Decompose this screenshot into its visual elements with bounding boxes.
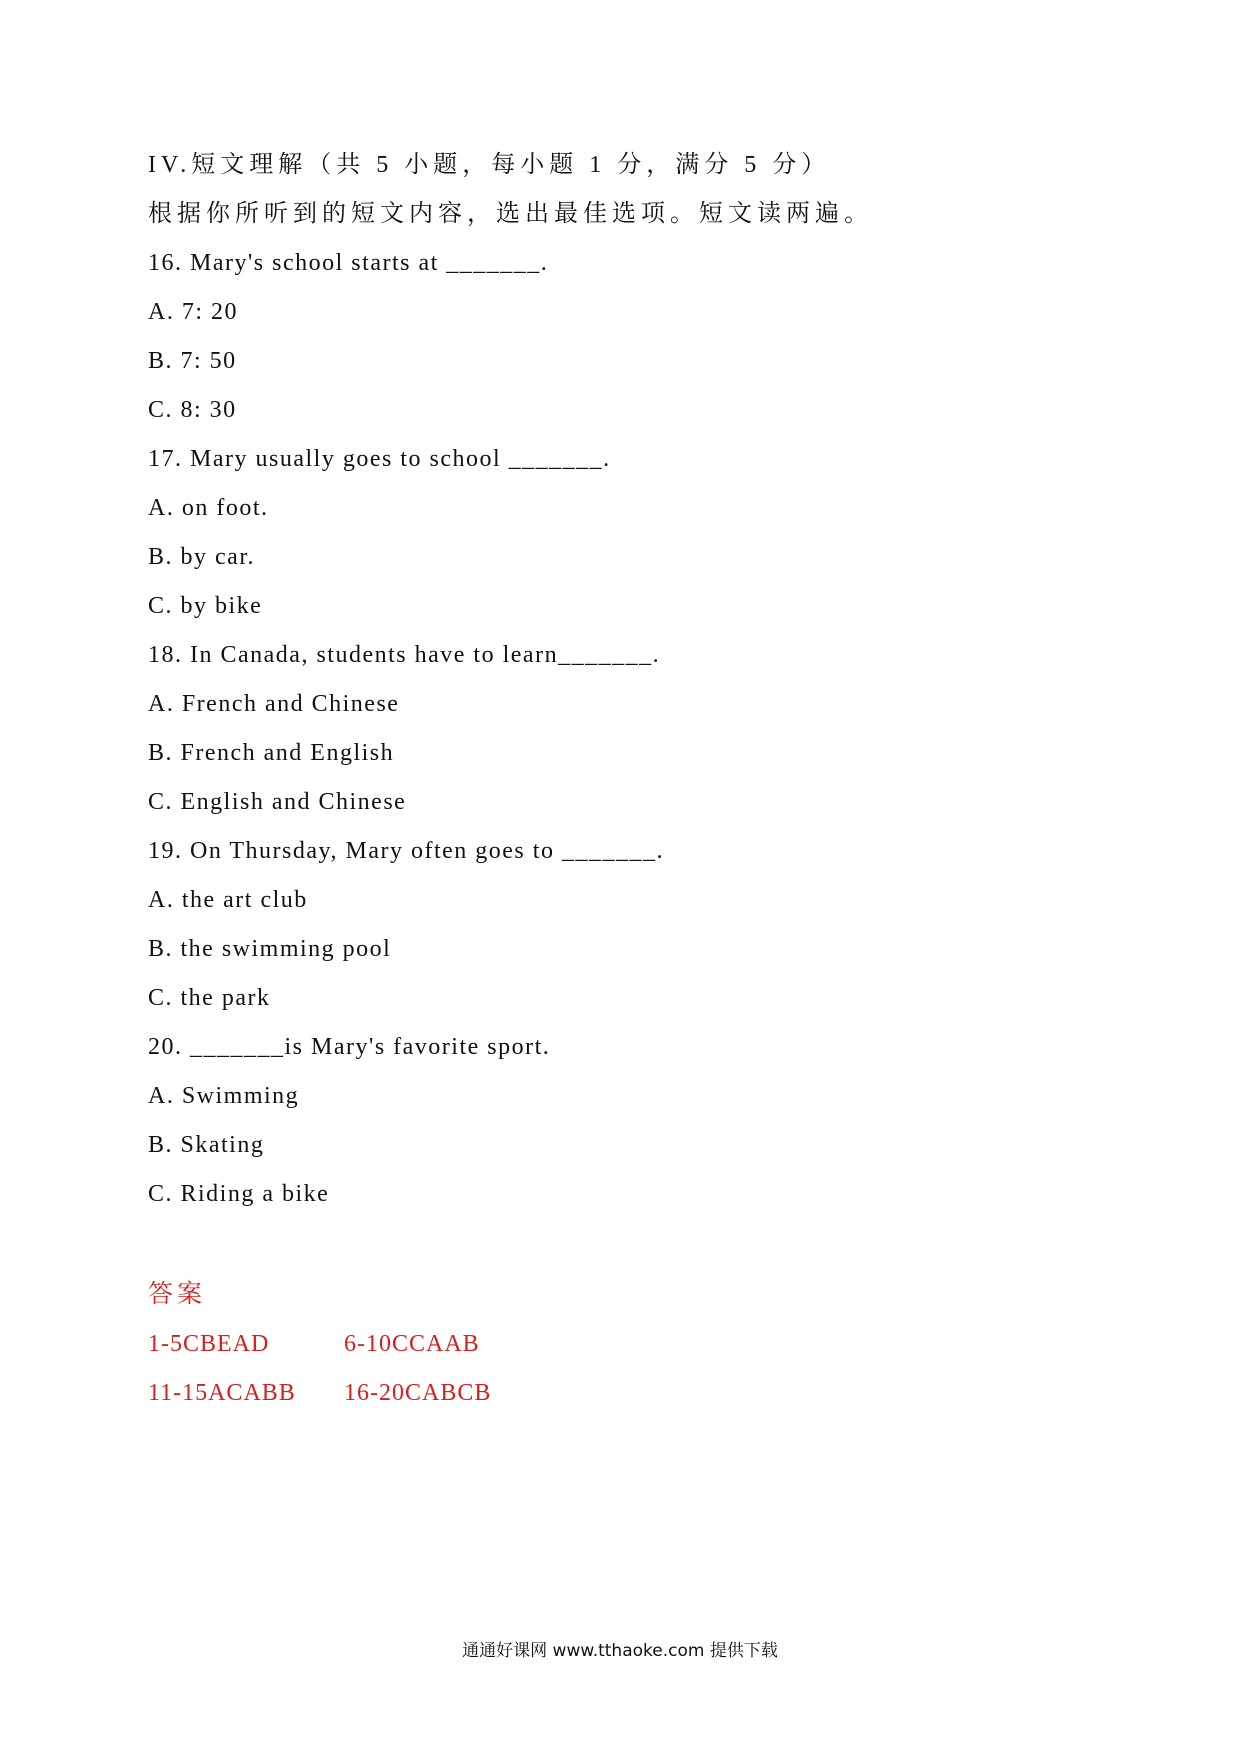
option-c: C. the park: [148, 985, 271, 1011]
option-a: A. the art club: [148, 887, 308, 913]
page-footer: 通通好课网 www.tthaoke.com 提供下载: [462, 1641, 778, 1661]
question-20: [148, 1032, 1108, 1209]
option-b: B. the swimming pool: [148, 936, 392, 962]
section-instruction: 根据你所听到的短文内容，选出最佳选项。短文读两遍。: [148, 201, 873, 227]
answer-range: 1-5CBEAD: [148, 1331, 270, 1357]
question-stem: 20. _______is Mary's favorite sport.: [148, 1034, 551, 1060]
answer-key: [148, 1280, 748, 1427]
answer-range: 16-20CABCB: [344, 1380, 492, 1406]
question-stem: 18. In Canada, students have to learn_______.: [148, 642, 661, 668]
question-16: [148, 248, 1108, 425]
option-a: A. 7: 20: [148, 299, 238, 325]
section-title: IV.短文理解（共 5 小题，每小题 1 分，满分 5 分）: [148, 152, 831, 178]
answer-range: 11-15ACABB: [148, 1380, 296, 1406]
option-c: C. 8: 30: [148, 397, 237, 423]
question-stem: 19. On Thursday, Mary often goes to _______.: [148, 838, 664, 864]
option-b: B. 7: 50: [148, 348, 237, 374]
option-a: A. French and Chinese: [148, 691, 400, 717]
question-17: [148, 444, 1108, 621]
answer-heading: 答案: [148, 1281, 207, 1308]
option-c: C. English and Chinese: [148, 789, 407, 815]
answer-range: 6-10CCAAB: [344, 1331, 480, 1357]
answer-row: [148, 1378, 748, 1408]
question-19: [148, 836, 1108, 1013]
option-c: C. by bike: [148, 593, 263, 619]
option-a: A. on foot.: [148, 495, 269, 521]
option-b: B. French and English: [148, 740, 395, 766]
option-b: B. by car.: [148, 544, 255, 570]
answer-row: [148, 1329, 748, 1359]
question-stem: 17. Mary usually goes to school _______.: [148, 446, 611, 472]
option-b: B. Skating: [148, 1132, 265, 1158]
question-18: [148, 640, 1108, 817]
option-c: C. Riding a bike: [148, 1181, 330, 1207]
option-a: A. Swimming: [148, 1083, 300, 1109]
question-stem: 16. Mary's school starts at _______.: [148, 250, 549, 276]
exam-page: [148, 150, 1108, 1228]
